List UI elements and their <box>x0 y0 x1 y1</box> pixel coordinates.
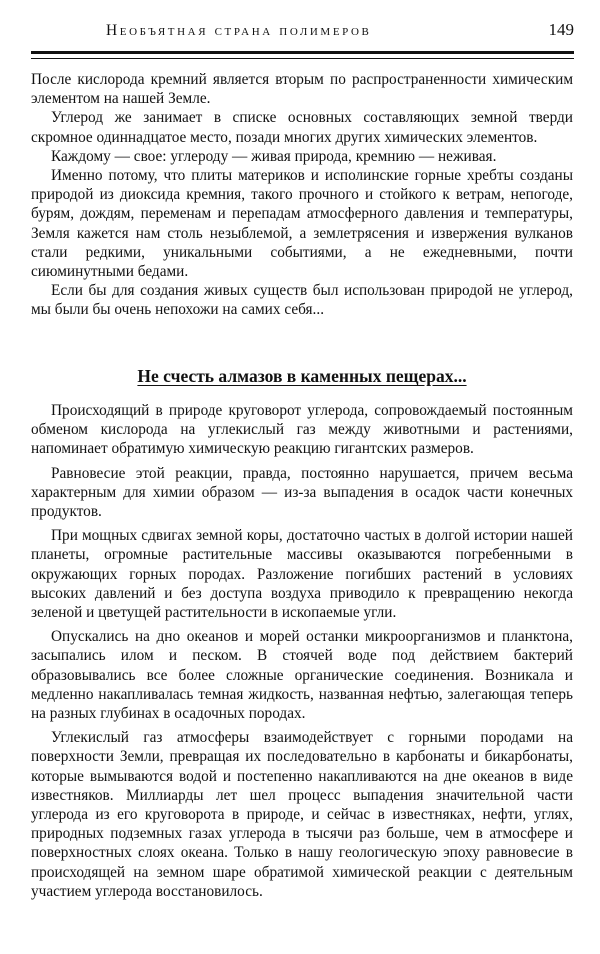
paragraph: Углерод же занимает в списке основных составляющих земной тверди скромное одиннадцатое место, позади многих других химических элементов. <box>31 109 573 146</box>
paragraph: Каждому — свое: углероду — живая природа, кремнию — неживая. <box>51 147 497 165</box>
intro-text <box>31 70 573 320</box>
section-heading: Не счесть алмазов в каменных пещерах... <box>137 366 467 386</box>
paragraph: Если бы для создания живых существ был использован природой не углерод, мы были бы очень непохожи на самих себя... <box>31 282 573 319</box>
running-title: Необъятная страна полимеров <box>106 22 372 39</box>
header-rule-thick <box>31 51 574 54</box>
paragraph: После кислорода кремний является вторым по распространенности химическим элементом на нашей Земле. <box>31 71 573 108</box>
running-head <box>30 18 574 42</box>
paragraph: При мощных сдвигах земной коры, достаточно частых в долгой истории нашей планеты, огромные растительные массивы оказываются погребенными в окружающих горных породах. Разложение погибших растений в условиях высоких давлений и без доступа воздуха приводило к превращению некогда зеленой и цветущей растительности в ископаемые угли. <box>31 527 573 622</box>
paragraph: Происходящий в природе круговорот углерода, сопровождаемый постоянным обменом кислорода на углекислый газ между животными и растениями, напоминает обратимую химическую реакцию гигантских размеров. <box>31 402 573 458</box>
section-text <box>31 401 573 901</box>
page-number: 149 <box>548 20 574 39</box>
paragraph: Опускались на дно океанов и морей останки микроорганизмов и планктона, засыпались илом и песком. В стоячей воде под действием бактерий образовывались все более сложные органические соединения. Возникала и медленно накапливалась темная жидкость, названная нефтью, залегающая теперь на разных глубинах в осадочных породах. <box>31 628 573 723</box>
paragraph: Именно потому, что плиты материков и исполинские горные хребты созданы природой из диоксида кремния, такого прочного и стойкого к ветрам, непогоде, бурям, дождям, переменам и перепадам атмосферного давления и температуры, Земля кажется нам столь незыблемой, а землетрясения и извержения вулканов стали редкими, уникальными событиями, а не ежедневными, почти сиюминутными бедами. <box>31 167 573 281</box>
paragraph: Равновесие этой реакции, правда, постоянно нарушается, причем весьма характерным для химии образом — из-за выпадения в осадок части конечных продуктов. <box>31 464 573 521</box>
header-rule-thin <box>31 58 574 59</box>
paragraph: Углекислый газ атмосферы взаимодействует с горными породами на поверхности Земли, превращая их последовательно в карбонаты и бикарбонаты, которые вымываются водой и постепенно накапливаются на дне океанов в виде известняков. Миллиарды лет шел процесс выпадения значительной части углерода из его круговорота в природе, и сейчас в известняках, нефти, углях, природных подземных газах углерода в тысячи раз больше, чем в атмосфере и поверхностных слоях океана. Только в нашу геологическую эпоху равновесие в происходящей на земном шаре обратимой химической реакции с деятельным участием углерода восстановилось. <box>31 729 573 900</box>
